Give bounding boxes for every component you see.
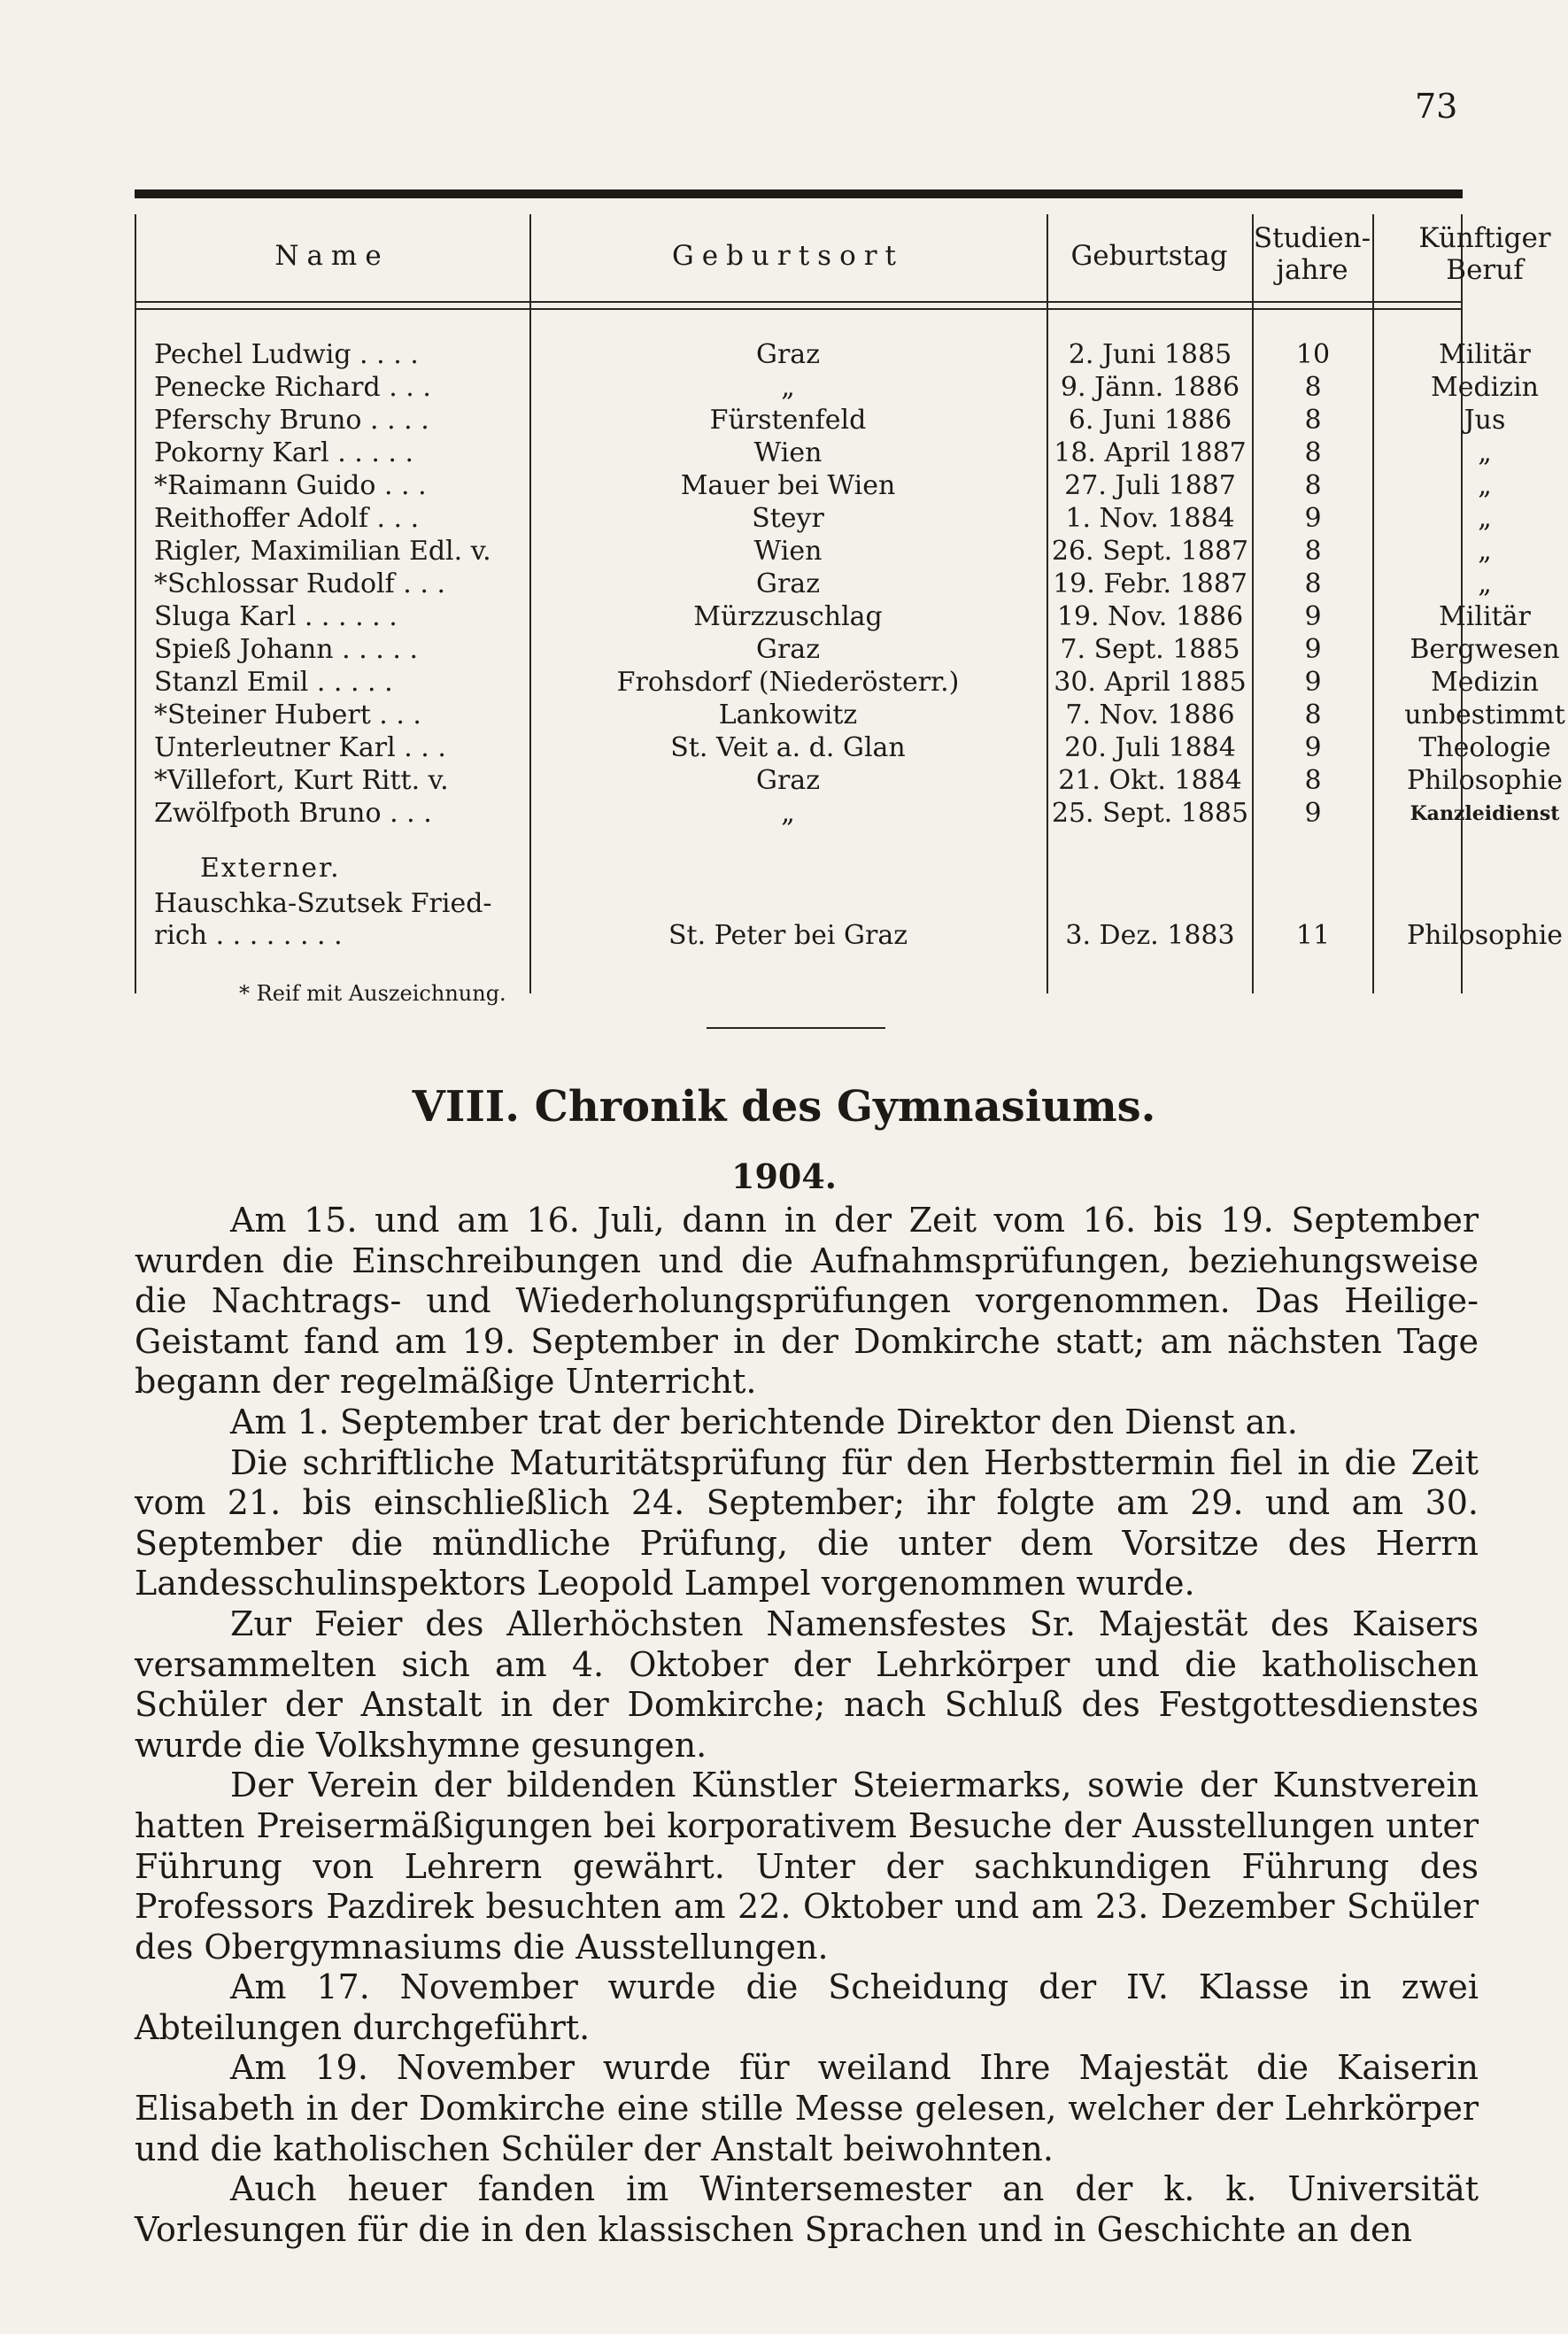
cell-name-line2: rich . . . . . . . . [154, 920, 343, 951]
cell-profession: Medizin [1431, 372, 1539, 403]
cell-birthday: 1. Nov. 1884 [1065, 503, 1235, 534]
paragraph: Am 17. November wurde die Scheidung der IV. Klasse in zwei Abteilungen durchgeführt. [135, 1967, 1479, 2047]
chapter-title: VIII. Chronik des Gymnasiums. [412, 1082, 1156, 1132]
cell-name: Unterleutner Karl . . . [154, 732, 446, 763]
cell-birthday: 25. Sept. 1885 [1051, 798, 1249, 829]
page-number: 73 [1415, 87, 1458, 126]
paragraph: Auch heuer fanden im Wintersemester an der k. k. Universität Vorlesungen für die in den klassischen Sprachen und in Geschichte an den [135, 2169, 1479, 2249]
table-row [135, 470, 1492, 501]
cell-name: Rigler, Maximilian Edl. v. [154, 536, 491, 567]
cell-birthplace: Wien [753, 437, 823, 468]
cell-birthday: 20. Juli 1884 [1064, 732, 1236, 763]
paragraph: Der Verein der bildenden Künstler Steiermarks, sowie der Kunstverein hatten Preisermäßigungen bei korporativem Besuche der Ausstellungen unter Führung von Lehrern gewährt. Unter der sachkundigen Führung des Professors Pazdirek besuchten am 22. Oktober und am 23. Dezember Schüler des Obergymnasiums die Ausstellungen. [135, 1766, 1479, 1967]
cell-study-years: 10 [1295, 339, 1331, 370]
cell-birthday: 19. Nov. 1886 [1056, 601, 1244, 632]
cell-study-years: 8 [1304, 405, 1322, 436]
cell-birthday: 2. Juni 1885 [1068, 339, 1232, 370]
cell-name: *Steiner Hubert . . . [154, 699, 421, 730]
table-row [135, 372, 1539, 403]
cell-profession: Militär [1439, 339, 1531, 370]
cell-name: Stanzl Emil . . . . . [154, 667, 393, 698]
cell-study-years: 9 [1304, 798, 1322, 829]
year-heading: 1904. [731, 1156, 837, 1196]
cell-birthplace: Mauer bei Wien [680, 470, 896, 501]
table-top-rule [135, 189, 1463, 198]
cell-profession: Theologie [1418, 732, 1551, 763]
cell-name: *Villefort, Kurt Ritt. v. [154, 765, 449, 796]
externer-heading: Externer. [200, 853, 341, 884]
table-row-external [135, 889, 1463, 919]
paragraph: Am 15. und am 16. Juli, dann in der Zeit vom 16. bis 19. September wurden die Einschreibungen und die Aufnahmsprüfungen, beziehungsweise die Nachtrags- und Wiederholungsprüfungen vorgenommen. Das Heilige-Geistamt fand am 19. September in der Domkirche statt; am nächsten Tage begann der regelmäßige Unterricht. [135, 1201, 1479, 1402]
cell-birthday: 9. Jänn. 1886 [1060, 372, 1240, 403]
cell-name: *Raimann Guido . . . [154, 470, 427, 501]
cell-profession: „ [1478, 437, 1492, 468]
cell-study-years: 8 [1304, 372, 1322, 403]
table-row [135, 503, 1492, 534]
cell-birthday: 6. Juni 1886 [1068, 405, 1232, 436]
cell-birthplace: Lankowitz [718, 699, 858, 730]
cell-birthplace: Steyr [752, 503, 824, 534]
cell-name: Pferschy Bruno . . . . [154, 405, 429, 436]
cell-birthplace: Graz [756, 765, 820, 796]
cell-name: Reithoffer Adolf . . . [154, 503, 420, 534]
cell-profession: „ [1478, 503, 1492, 534]
cell-birthplace: „ [781, 798, 795, 829]
paragraph: Am 19. November wurde für weiland Ihre Majestät die Kaiserin Elisabeth in der Domkirche eine stille Messe gelesen, welcher der Lehrkörper und die katholischen Schüler der Anstalt beiwohnten. [135, 2048, 1479, 2168]
table-row [135, 798, 1560, 829]
cell-study-years: 11 [1295, 920, 1331, 951]
cell-birthday: 27. Juli 1887 [1064, 470, 1236, 501]
header-birthplace: Geburtsort [671, 240, 905, 272]
header-birthday: Geburtstag [1070, 240, 1228, 272]
cell-name: *Schlossar Rudolf . . . [154, 568, 445, 599]
cell-birthplace: Fürstenfeld [709, 405, 867, 436]
cell-study-years: 8 [1304, 765, 1322, 796]
cell-birthplace: Graz [756, 339, 820, 370]
cell-profession: Kanzleidienst [1410, 802, 1560, 825]
cell-study-years: 8 [1304, 568, 1322, 599]
footnote: * Reif mit Auszeichnung. [239, 981, 506, 1006]
table-row [135, 437, 1492, 468]
cell-birthplace: Frohsdorf (Niederösterr.) [616, 667, 960, 698]
cell-profession: „ [1478, 536, 1492, 567]
paragraph: Die schriftliche Maturitätsprüfung für den Herbsttermin fiel in die Zeit vom 21. bis einschließlich 24. September; ihr folgte am 29. und am 30. September die mündliche Prüfung, die unter dem Vorsitze des Herrn Landesschulinspektors Leopold Lampel vorgenommen wurde. [135, 1442, 1479, 1604]
cell-birthday: 7. Sept. 1885 [1060, 634, 1240, 665]
cell-profession: Philosophie [1406, 765, 1564, 796]
cell-profession: Philosophie [1406, 920, 1564, 951]
header-name: Name [274, 240, 390, 272]
cell-birthday: 21. Okt. 1884 [1058, 765, 1242, 796]
cell-birthplace: Mürzzuschlag [693, 601, 883, 632]
cell-name: Zwölfpoth Bruno . . . [154, 798, 432, 829]
cell-birthday: 18. April 1887 [1054, 437, 1247, 468]
cell-birthday: 3. Dez. 1883 [1065, 920, 1235, 951]
header-study-years-line2: jahre [1276, 253, 1348, 286]
cell-name: Pokorny Karl . . . . . [154, 437, 414, 468]
header-future-line2: Beruf [1446, 253, 1524, 286]
cell-birthday: 30. April 1885 [1054, 667, 1247, 698]
section-divider [707, 1027, 885, 1029]
header-rule [135, 308, 1463, 310]
cell-profession: „ [1478, 568, 1492, 599]
chronicle-text [135, 1201, 1479, 2250]
cell-profession: „ [1478, 470, 1492, 501]
cell-study-years: 9 [1304, 667, 1322, 698]
table-row [135, 339, 1531, 370]
cell-profession: Jus [1464, 405, 1506, 436]
table-row [135, 568, 1492, 599]
cell-name: Sluga Karl . . . . . . [154, 601, 398, 632]
cell-name: Spieß Johann . . . . . [154, 634, 418, 665]
cell-profession: Medizin [1431, 667, 1539, 698]
header-rule [135, 301, 1463, 303]
header-future-line1: Künftiger [1418, 222, 1551, 254]
table-row [135, 732, 1551, 763]
table-row [135, 765, 1564, 796]
header-future-profession [1372, 223, 1568, 286]
cell-study-years: 8 [1304, 437, 1322, 468]
paragraph: Am 1. September trat der berichtende Direktor den Dienst an. [230, 1402, 1298, 1441]
cell-birthday: 26. Sept. 1887 [1051, 536, 1249, 567]
table-row [135, 601, 1531, 632]
graduates-table [135, 189, 1565, 1013]
paragraph: Zur Feier des Allerhöchsten Namensfestes Sr. Majestät des Kaisers versammelten sich am 4. Oktober der Lehrkörper und die katholischen Schüler der Anstalt in der Domkirche; nach Schluß des Festgottesdienstes wurde die Volkshymne gesungen. [135, 1604, 1479, 1765]
cell-study-years: 8 [1304, 699, 1322, 730]
cell-profession: Bergwesen [1410, 634, 1560, 665]
header-study-years [1252, 223, 1372, 286]
table-row [135, 536, 1492, 567]
cell-name-line1: Hauschka-Szutsek Fried- [154, 888, 492, 919]
cell-birthplace: St. Peter bei Graz [668, 920, 908, 951]
cell-study-years: 9 [1304, 503, 1322, 534]
cell-birthday: 7. Nov. 1886 [1065, 699, 1235, 730]
cell-birthplace: Graz [756, 634, 820, 665]
externer-heading-row [135, 854, 1463, 884]
table-row [135, 667, 1539, 698]
cell-name: Penecke Richard . . . [154, 372, 431, 403]
cell-name: Pechel Ludwig . . . . [154, 339, 419, 370]
cell-study-years: 8 [1304, 470, 1322, 501]
cell-profession: unbestimmt [1404, 699, 1565, 730]
table-row-external [135, 920, 1564, 951]
cell-study-years: 8 [1304, 536, 1322, 567]
cell-profession: Militär [1439, 601, 1531, 632]
table-row [135, 405, 1506, 436]
table-row [135, 634, 1560, 665]
cell-birthplace: „ [781, 372, 795, 403]
cell-birthday: 19. Febr. 1887 [1053, 568, 1247, 599]
cell-study-years: 9 [1304, 601, 1322, 632]
cell-birthplace: Wien [753, 536, 823, 567]
cell-birthplace: St. Veit a. d. Glan [670, 732, 906, 763]
header-study-years-line1: Studien- [1253, 222, 1371, 254]
cell-study-years: 9 [1304, 634, 1322, 665]
cell-study-years: 9 [1304, 732, 1322, 763]
table-row [135, 699, 1565, 730]
cell-birthplace: Graz [756, 568, 820, 599]
